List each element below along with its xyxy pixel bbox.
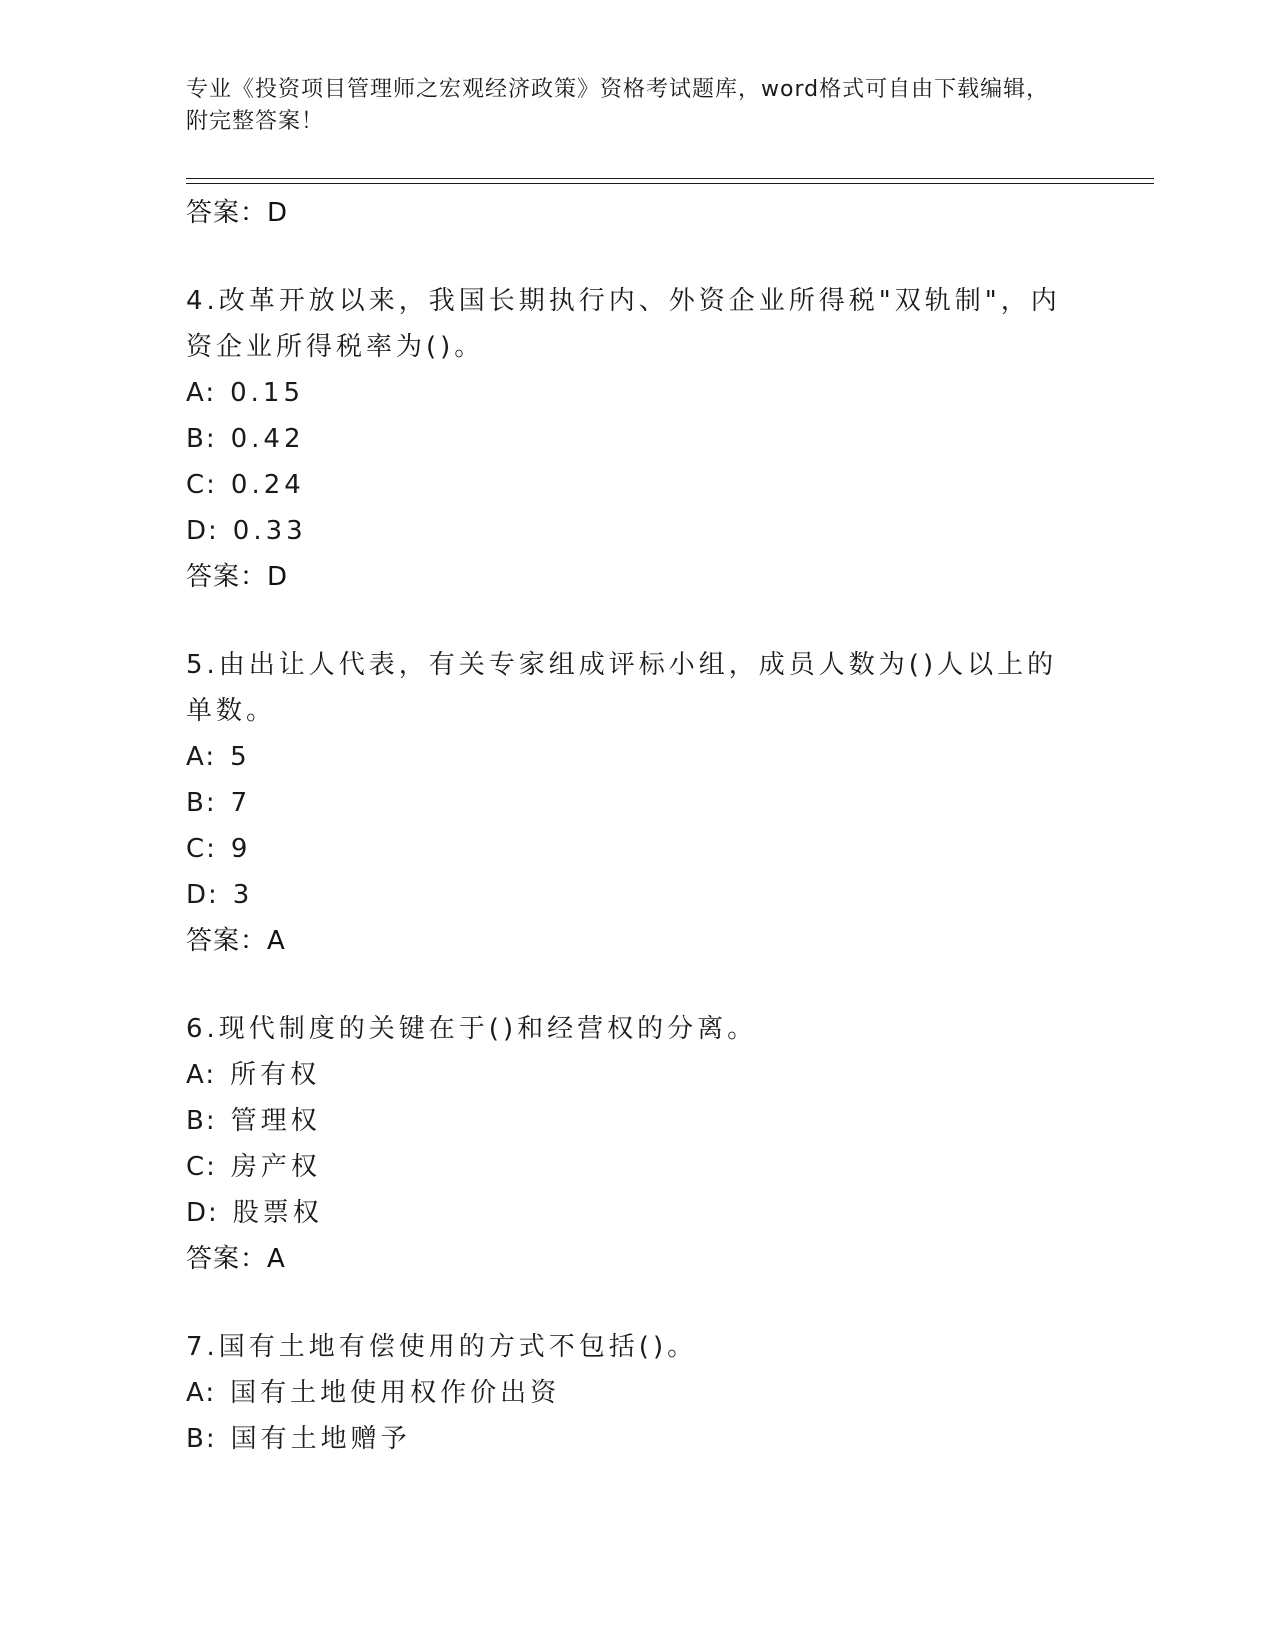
header-rule-bottom [186, 183, 1154, 184]
option-key: A: [186, 1378, 217, 1408]
option-key: B: [186, 424, 217, 454]
option-text: 7 [230, 788, 252, 818]
option-text: 股票权 [232, 1198, 323, 1228]
option-text: 0.42 [230, 424, 305, 454]
option-text: 管理权 [230, 1106, 321, 1136]
option-text: 房产权 [230, 1152, 321, 1182]
option-key: B: [186, 1106, 217, 1136]
option-key: A: [186, 1060, 217, 1090]
option-key: D: [186, 1198, 219, 1228]
document-header: 专业《投资项目管理师之宏观经济政策》资格考试题库，word格式可自由下载编辑，附完整答案！ [186, 77, 1050, 134]
option-text: 5 [230, 742, 251, 772]
option-key: A: [186, 742, 217, 772]
option-text: 国有土地赠予 [230, 1424, 411, 1454]
option-text: 0.24 [230, 470, 305, 500]
option-a [186, 1370, 1086, 1416]
option-b [186, 416, 1086, 462]
option-key: A: [186, 378, 217, 408]
option-b [186, 1098, 1086, 1144]
option-key: D: [186, 516, 219, 546]
question-text: 6.现代制度的关键在于()和经营权的分离。 [186, 1014, 758, 1044]
option-key: D: [186, 880, 219, 910]
option-d [186, 872, 1086, 918]
option-key: C: [186, 834, 217, 864]
option-d [186, 1190, 1086, 1236]
option-b [186, 780, 1086, 826]
option-c [186, 826, 1086, 872]
header-rule-top [186, 178, 1154, 179]
answer-line: 答案：A [186, 1244, 286, 1274]
option-c [186, 1144, 1086, 1190]
answer-line: 答案：D [186, 198, 289, 228]
option-a [186, 1052, 1086, 1098]
question-list [186, 190, 1086, 1462]
option-text: 9 [230, 834, 252, 864]
answer-line: 答案：D [186, 562, 289, 592]
option-d [186, 508, 1086, 554]
option-b [186, 1416, 1086, 1462]
option-key: B: [186, 788, 217, 818]
question-text: 4.改革开放以来，我国长期执行内、外资企业所得税"双轨制"，内资企业所得税率为()。 [186, 286, 1061, 362]
option-text: 0.15 [230, 378, 304, 408]
option-a [186, 370, 1086, 416]
option-key: B: [186, 1424, 217, 1454]
option-text: 所有权 [230, 1060, 321, 1090]
option-a [186, 734, 1086, 780]
option-text: 国有土地使用权作价出资 [230, 1378, 561, 1408]
answer-line: 答案：A [186, 926, 286, 956]
question-text: 5.由出让人代表，有关专家组成评标小组，成员人数为()人以上的单数。 [186, 650, 1058, 726]
option-c [186, 462, 1086, 508]
option-key: C: [186, 1152, 217, 1182]
option-text: 0.33 [232, 516, 307, 546]
option-key: C: [186, 470, 217, 500]
question-text: 7.国有土地有偿使用的方式不包括()。 [186, 1332, 698, 1362]
option-text: 3 [232, 880, 254, 910]
